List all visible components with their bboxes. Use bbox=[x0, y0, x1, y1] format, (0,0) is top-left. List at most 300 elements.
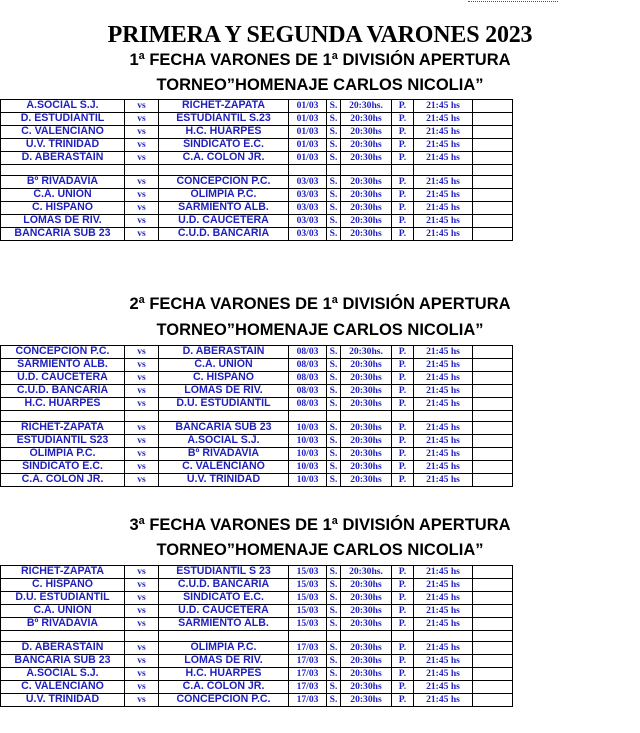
p-label: P. bbox=[392, 655, 414, 668]
p-label: P. bbox=[392, 474, 414, 487]
away-team: CONCEPCION P.C. bbox=[159, 694, 289, 707]
match-row bbox=[1, 358, 513, 371]
end-time: 21:45 hs bbox=[414, 642, 473, 655]
match-date: 10/03 bbox=[289, 461, 327, 474]
s-label: S. bbox=[327, 422, 341, 435]
home-team: ESTUDIANTIL S23 bbox=[1, 435, 125, 448]
match-row bbox=[1, 655, 513, 668]
match-date: 10/03 bbox=[289, 448, 327, 461]
s-label: S. bbox=[327, 138, 341, 151]
p-label: P. bbox=[392, 681, 414, 694]
start-time: 20:30hs bbox=[341, 215, 392, 228]
match-row bbox=[1, 397, 513, 410]
start-time: 20:30hs bbox=[341, 617, 392, 630]
home-team: LOMAS DE RIV. bbox=[1, 215, 125, 228]
s-label: S. bbox=[327, 617, 341, 630]
vs-label: vs bbox=[125, 112, 159, 125]
end-time: 21:45 hs bbox=[414, 435, 473, 448]
s-label: S. bbox=[327, 397, 341, 410]
match-date: 17/03 bbox=[289, 694, 327, 707]
s-label: S. bbox=[327, 448, 341, 461]
s-label: S. bbox=[327, 461, 341, 474]
home-team: Bº RIVADAVIA bbox=[1, 176, 125, 189]
end-time: 21:45 hs bbox=[414, 151, 473, 164]
s-label: S. bbox=[327, 346, 341, 359]
empty-cell bbox=[473, 112, 513, 125]
end-time: 21:45 hs bbox=[414, 371, 473, 384]
start-time: 20:30hs bbox=[341, 591, 392, 604]
vs-label: vs bbox=[125, 474, 159, 487]
blank-row bbox=[1, 410, 513, 422]
vs-label: vs bbox=[125, 448, 159, 461]
empty-cell bbox=[473, 578, 513, 591]
empty-cell bbox=[473, 642, 513, 655]
start-time: 20:30hs bbox=[341, 189, 392, 202]
section-3-fixture-table bbox=[0, 565, 513, 707]
away-team: C. HISPANO bbox=[159, 371, 289, 384]
away-team: D.U. ESTUDIANTIL bbox=[159, 397, 289, 410]
vs-label: vs bbox=[125, 617, 159, 630]
match-row bbox=[1, 474, 513, 487]
start-time: 20:30hs bbox=[341, 202, 392, 215]
empty-cell bbox=[473, 100, 513, 113]
end-time: 21:45 hs bbox=[414, 138, 473, 151]
end-time: 21:45 hs bbox=[414, 346, 473, 359]
home-team: D. ABERASTAIN bbox=[1, 642, 125, 655]
s-label: S. bbox=[327, 189, 341, 202]
match-row bbox=[1, 125, 513, 138]
start-time: 20:30hs. bbox=[341, 100, 392, 113]
end-time: 21:45 hs bbox=[414, 125, 473, 138]
top-dotted-line bbox=[468, 1, 558, 2]
start-time: 20:30hs bbox=[341, 422, 392, 435]
match-row bbox=[1, 694, 513, 707]
home-team: CONCEPCION P.C. bbox=[1, 346, 125, 359]
home-team: C. HISPANO bbox=[1, 578, 125, 591]
end-time: 21:45 hs bbox=[414, 215, 473, 228]
match-row bbox=[1, 642, 513, 655]
vs-label: vs bbox=[125, 138, 159, 151]
start-time: 20:30hs bbox=[341, 397, 392, 410]
end-time: 21:45 hs bbox=[414, 202, 473, 215]
start-time: 20:30hs bbox=[341, 112, 392, 125]
s-label: S. bbox=[327, 358, 341, 371]
p-label: P. bbox=[392, 112, 414, 125]
match-row bbox=[1, 151, 513, 164]
away-team: A.SOCIAL S.J. bbox=[159, 435, 289, 448]
match-date: 15/03 bbox=[289, 604, 327, 617]
empty-cell bbox=[473, 655, 513, 668]
p-label: P. bbox=[392, 448, 414, 461]
home-team: BANCARIA SUB 23 bbox=[1, 228, 125, 241]
s-label: S. bbox=[327, 566, 341, 579]
empty-cell bbox=[473, 591, 513, 604]
empty-cell bbox=[473, 176, 513, 189]
start-time: 20:30hs bbox=[341, 371, 392, 384]
end-time: 21:45 hs bbox=[414, 397, 473, 410]
section-2-heading: 2ª FECHA VARONES DE 1ª DIVISIÓN APERTURA bbox=[129, 295, 511, 313]
home-team: C.U.D. BANCARIA bbox=[1, 384, 125, 397]
home-team: Bº RIVADAVIA bbox=[1, 617, 125, 630]
blank-row bbox=[1, 630, 513, 642]
p-label: P. bbox=[392, 215, 414, 228]
match-row bbox=[1, 435, 513, 448]
match-row bbox=[1, 215, 513, 228]
p-label: P. bbox=[392, 371, 414, 384]
end-time: 21:45 hs bbox=[414, 591, 473, 604]
away-team: SARMIENTO ALB. bbox=[159, 202, 289, 215]
start-time: 20:30hs. bbox=[341, 346, 392, 359]
section-2-fixture-table bbox=[0, 345, 513, 487]
home-team: BANCARIA SUB 23 bbox=[1, 655, 125, 668]
match-row bbox=[1, 384, 513, 397]
match-date: 03/03 bbox=[289, 189, 327, 202]
match-row bbox=[1, 617, 513, 630]
section-1-fixture-table bbox=[0, 99, 513, 241]
p-label: P. bbox=[392, 189, 414, 202]
p-label: P. bbox=[392, 151, 414, 164]
end-time: 21:45 hs bbox=[414, 655, 473, 668]
vs-label: vs bbox=[125, 202, 159, 215]
empty-cell bbox=[473, 358, 513, 371]
away-team: D. ABERASTAIN bbox=[159, 346, 289, 359]
match-row bbox=[1, 100, 513, 113]
empty-cell bbox=[473, 125, 513, 138]
p-label: P. bbox=[392, 617, 414, 630]
away-team: SINDICATO E.C. bbox=[159, 591, 289, 604]
section-1-heading: 1ª FECHA VARONES DE 1ª DIVISIÓN APERTURA bbox=[129, 51, 511, 69]
p-label: P. bbox=[392, 125, 414, 138]
empty-cell bbox=[473, 474, 513, 487]
empty-cell bbox=[473, 681, 513, 694]
end-time: 21:45 hs bbox=[414, 384, 473, 397]
home-team: U.V. TRINIDAD bbox=[1, 694, 125, 707]
home-team: SINDICATO E.C. bbox=[1, 461, 125, 474]
start-time: 20:30hs bbox=[341, 435, 392, 448]
p-label: P. bbox=[392, 591, 414, 604]
s-label: S. bbox=[327, 100, 341, 113]
match-date: 17/03 bbox=[289, 655, 327, 668]
match-date: 08/03 bbox=[289, 384, 327, 397]
match-date: 08/03 bbox=[289, 371, 327, 384]
section-1-tournament: TORNEO”HOMENAJE CARLOS NICOLIA” bbox=[156, 76, 484, 94]
blank-row bbox=[1, 164, 513, 176]
end-time: 21:45 hs bbox=[414, 668, 473, 681]
match-date: 03/03 bbox=[289, 215, 327, 228]
match-date: 15/03 bbox=[289, 578, 327, 591]
s-label: S. bbox=[327, 681, 341, 694]
end-time: 21:45 hs bbox=[414, 604, 473, 617]
p-label: P. bbox=[392, 397, 414, 410]
end-time: 21:45 hs bbox=[414, 112, 473, 125]
p-label: P. bbox=[392, 435, 414, 448]
empty-cell bbox=[473, 151, 513, 164]
away-team: C. VALENCIANO bbox=[159, 461, 289, 474]
away-team: U.D. CAUCETERA bbox=[159, 604, 289, 617]
start-time: 20:30hs bbox=[341, 578, 392, 591]
start-time: 20:30hs bbox=[341, 125, 392, 138]
match-row bbox=[1, 591, 513, 604]
vs-label: vs bbox=[125, 228, 159, 241]
vs-label: vs bbox=[125, 668, 159, 681]
match-row bbox=[1, 202, 513, 215]
match-date: 17/03 bbox=[289, 668, 327, 681]
match-row bbox=[1, 138, 513, 151]
start-time: 20:30hs bbox=[341, 228, 392, 241]
end-time: 21:45 hs bbox=[414, 566, 473, 579]
match-row bbox=[1, 604, 513, 617]
empty-cell bbox=[473, 435, 513, 448]
away-team: OLIMPIA P.C. bbox=[159, 642, 289, 655]
away-team: RICHET-ZAPATA bbox=[159, 100, 289, 113]
vs-label: vs bbox=[125, 604, 159, 617]
vs-label: vs bbox=[125, 591, 159, 604]
start-time: 20:30hs bbox=[341, 358, 392, 371]
vs-label: vs bbox=[125, 461, 159, 474]
empty-cell bbox=[473, 384, 513, 397]
empty-cell bbox=[473, 397, 513, 410]
home-team: OLIMPIA P.C. bbox=[1, 448, 125, 461]
match-date: 15/03 bbox=[289, 617, 327, 630]
vs-label: vs bbox=[125, 189, 159, 202]
home-team: U.V. TRINIDAD bbox=[1, 138, 125, 151]
end-time: 21:45 hs bbox=[414, 578, 473, 591]
section-3-heading: 3ª FECHA VARONES DE 1ª DIVISIÓN APERTURA bbox=[129, 516, 511, 534]
match-row bbox=[1, 566, 513, 579]
empty-cell bbox=[473, 617, 513, 630]
vs-label: vs bbox=[125, 100, 159, 113]
vs-label: vs bbox=[125, 681, 159, 694]
away-team: SINDICATO E.C. bbox=[159, 138, 289, 151]
s-label: S. bbox=[327, 228, 341, 241]
start-time: 20:30hs. bbox=[341, 566, 392, 579]
empty-cell bbox=[473, 138, 513, 151]
start-time: 20:30hs bbox=[341, 694, 392, 707]
p-label: P. bbox=[392, 384, 414, 397]
page-title: PRIMERA Y SEGUNDA VARONES 2023 bbox=[107, 22, 533, 48]
empty-cell bbox=[473, 604, 513, 617]
s-label: S. bbox=[327, 578, 341, 591]
away-team: LOMAS DE RIV. bbox=[159, 655, 289, 668]
s-label: S. bbox=[327, 474, 341, 487]
match-date: 01/03 bbox=[289, 125, 327, 138]
vs-label: vs bbox=[125, 346, 159, 359]
match-date: 03/03 bbox=[289, 228, 327, 241]
match-date: 10/03 bbox=[289, 435, 327, 448]
match-date: 01/03 bbox=[289, 151, 327, 164]
home-team: C. VALENCIANO bbox=[1, 681, 125, 694]
away-team: C.U.D. BANCARIA bbox=[159, 578, 289, 591]
end-time: 21:45 hs bbox=[414, 474, 473, 487]
start-time: 20:30hs bbox=[341, 176, 392, 189]
match-date: 01/03 bbox=[289, 138, 327, 151]
match-row bbox=[1, 578, 513, 591]
s-label: S. bbox=[327, 655, 341, 668]
s-label: S. bbox=[327, 604, 341, 617]
end-time: 21:45 hs bbox=[414, 358, 473, 371]
home-team: RICHET-ZAPATA bbox=[1, 566, 125, 579]
match-date: 03/03 bbox=[289, 202, 327, 215]
match-row bbox=[1, 228, 513, 241]
away-team: U.D. CAUCETERA bbox=[159, 215, 289, 228]
start-time: 20:30hs bbox=[341, 151, 392, 164]
away-team: CONCEPCION P.C. bbox=[159, 176, 289, 189]
home-team: A.SOCIAL S.J. bbox=[1, 668, 125, 681]
s-label: S. bbox=[327, 668, 341, 681]
vs-label: vs bbox=[125, 151, 159, 164]
s-label: S. bbox=[327, 642, 341, 655]
match-row bbox=[1, 681, 513, 694]
match-date: 01/03 bbox=[289, 112, 327, 125]
section-2-tournament: TORNEO”HOMENAJE CARLOS NICOLIA” bbox=[156, 321, 484, 339]
away-team: ESTUDIANTIL S.23 bbox=[159, 112, 289, 125]
vs-label: vs bbox=[125, 435, 159, 448]
home-team: SARMIENTO ALB. bbox=[1, 358, 125, 371]
end-time: 21:45 hs bbox=[414, 176, 473, 189]
start-time: 20:30hs bbox=[341, 474, 392, 487]
p-label: P. bbox=[392, 566, 414, 579]
vs-label: vs bbox=[125, 397, 159, 410]
match-row bbox=[1, 668, 513, 681]
s-label: S. bbox=[327, 371, 341, 384]
start-time: 20:30hs bbox=[341, 681, 392, 694]
match-row bbox=[1, 176, 513, 189]
empty-cell bbox=[473, 694, 513, 707]
end-time: 21:45 hs bbox=[414, 422, 473, 435]
end-time: 21:45 hs bbox=[414, 461, 473, 474]
start-time: 20:30hs bbox=[341, 384, 392, 397]
start-time: 20:30hs bbox=[341, 448, 392, 461]
match-date: 03/03 bbox=[289, 176, 327, 189]
match-date: 08/03 bbox=[289, 346, 327, 359]
p-label: P. bbox=[392, 228, 414, 241]
end-time: 21:45 hs bbox=[414, 228, 473, 241]
p-label: P. bbox=[392, 202, 414, 215]
p-label: P. bbox=[392, 138, 414, 151]
end-time: 21:45 hs bbox=[414, 448, 473, 461]
match-row bbox=[1, 189, 513, 202]
away-team: BANCARIA SUB 23 bbox=[159, 422, 289, 435]
away-team: C.A. UNION bbox=[159, 358, 289, 371]
p-label: P. bbox=[392, 461, 414, 474]
empty-cell bbox=[473, 448, 513, 461]
home-team: C.A. UNION bbox=[1, 604, 125, 617]
match-row bbox=[1, 422, 513, 435]
match-date: 08/03 bbox=[289, 397, 327, 410]
end-time: 21:45 hs bbox=[414, 100, 473, 113]
empty-cell bbox=[473, 566, 513, 579]
p-label: P. bbox=[392, 642, 414, 655]
match-date: 10/03 bbox=[289, 422, 327, 435]
home-team: D. ESTUDIANTIL bbox=[1, 112, 125, 125]
vs-label: vs bbox=[125, 384, 159, 397]
s-label: S. bbox=[327, 176, 341, 189]
empty-cell bbox=[473, 189, 513, 202]
s-label: S. bbox=[327, 202, 341, 215]
vs-label: vs bbox=[125, 125, 159, 138]
home-team: C. HISPANO bbox=[1, 202, 125, 215]
s-label: S. bbox=[327, 384, 341, 397]
p-label: P. bbox=[392, 668, 414, 681]
match-row bbox=[1, 346, 513, 359]
match-date: 15/03 bbox=[289, 566, 327, 579]
empty-cell bbox=[473, 228, 513, 241]
match-row bbox=[1, 448, 513, 461]
home-team: D. ABERASTAIN bbox=[1, 151, 125, 164]
end-time: 21:45 hs bbox=[414, 617, 473, 630]
section-3-tournament: TORNEO”HOMENAJE CARLOS NICOLIA” bbox=[156, 541, 484, 559]
vs-label: vs bbox=[125, 358, 159, 371]
home-team: C. VALENCIANO bbox=[1, 125, 125, 138]
home-team: RICHET-ZAPATA bbox=[1, 422, 125, 435]
p-label: P. bbox=[392, 694, 414, 707]
match-row bbox=[1, 371, 513, 384]
p-label: P. bbox=[392, 358, 414, 371]
start-time: 20:30hs bbox=[341, 668, 392, 681]
p-label: P. bbox=[392, 604, 414, 617]
start-time: 20:30hs bbox=[341, 642, 392, 655]
empty-cell bbox=[473, 215, 513, 228]
empty-cell bbox=[473, 202, 513, 215]
match-date: 01/03 bbox=[289, 100, 327, 113]
end-time: 21:45 hs bbox=[414, 681, 473, 694]
home-team: D.U. ESTUDIANTIL bbox=[1, 591, 125, 604]
away-team: C.A. COLON JR. bbox=[159, 151, 289, 164]
home-team: C.A. COLON JR. bbox=[1, 474, 125, 487]
vs-label: vs bbox=[125, 655, 159, 668]
end-time: 21:45 hs bbox=[414, 694, 473, 707]
vs-label: vs bbox=[125, 694, 159, 707]
away-team: H.C. HUARPES bbox=[159, 668, 289, 681]
p-label: P. bbox=[392, 176, 414, 189]
match-date: 15/03 bbox=[289, 591, 327, 604]
away-team: U.V. TRINIDAD bbox=[159, 474, 289, 487]
vs-label: vs bbox=[125, 578, 159, 591]
away-team: OLIMPIA P.C. bbox=[159, 189, 289, 202]
s-label: S. bbox=[327, 112, 341, 125]
start-time: 20:30hs bbox=[341, 604, 392, 617]
start-time: 20:30hs bbox=[341, 461, 392, 474]
vs-label: vs bbox=[125, 566, 159, 579]
match-date: 17/03 bbox=[289, 681, 327, 694]
empty-cell bbox=[473, 371, 513, 384]
match-date: 10/03 bbox=[289, 474, 327, 487]
s-label: S. bbox=[327, 215, 341, 228]
start-time: 20:30hs bbox=[341, 138, 392, 151]
home-team: C.A. UNION bbox=[1, 189, 125, 202]
away-team: C.A. COLON JR. bbox=[159, 681, 289, 694]
p-label: P. bbox=[392, 100, 414, 113]
p-label: P. bbox=[392, 422, 414, 435]
away-team: Bº RIVADAVIA bbox=[159, 448, 289, 461]
vs-label: vs bbox=[125, 176, 159, 189]
match-date: 08/03 bbox=[289, 358, 327, 371]
away-team: C.U.D. BANCARIA bbox=[159, 228, 289, 241]
home-team: A.SOCIAL S.J. bbox=[1, 100, 125, 113]
s-label: S. bbox=[327, 151, 341, 164]
away-team: SARMIENTO ALB. bbox=[159, 617, 289, 630]
s-label: S. bbox=[327, 125, 341, 138]
match-row bbox=[1, 112, 513, 125]
vs-label: vs bbox=[125, 371, 159, 384]
vs-label: vs bbox=[125, 642, 159, 655]
s-label: S. bbox=[327, 694, 341, 707]
home-team: H.C. HUARPES bbox=[1, 397, 125, 410]
match-date: 17/03 bbox=[289, 642, 327, 655]
start-time: 20:30hs bbox=[341, 655, 392, 668]
end-time: 21:45 hs bbox=[414, 189, 473, 202]
match-row bbox=[1, 461, 513, 474]
